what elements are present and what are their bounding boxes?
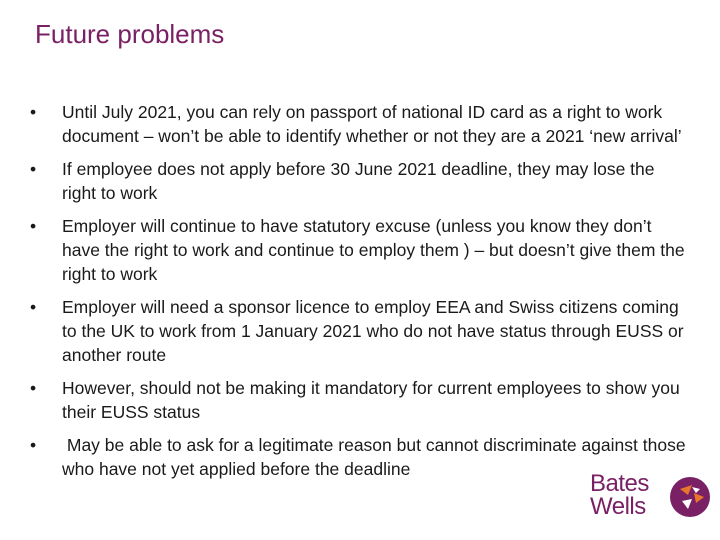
slide-title: Future problems [35,19,225,49]
bullet-marker: • [30,102,37,122]
bullet-marker: • [30,435,37,455]
bullet-text: Until July 2021, you can rely on passport of national ID card as a right to work document – won’t be able to identify whether or not they are a 2021 ‘new arrival’ [62,102,682,146]
bates-wells-mark-icon [668,475,712,519]
bullet-text: May be able to ask for a legitimate reason but cannot discriminate against those who have not yet applied before the deadline [62,435,691,479]
bullet-item [30,214,690,286]
logo-wordmark [590,472,649,518]
bullet-text: Employer will continue to have statutory excuse (unless you know they don’t have the right to work and continue to employ them ) – but doesn’t give them the right to work [62,216,685,284]
logo-line-wells: Wells [590,493,646,520]
bullet-marker: • [30,159,37,179]
bullet-item [30,100,690,148]
bullet-text: However, should not be making it mandatory for current employees to show you their EUSS status [62,378,680,422]
bullet-item [30,376,690,424]
bullet-marker: • [30,378,37,398]
bullet-marker: • [30,297,37,317]
bullet-marker: • [30,216,37,236]
bates-wells-logo [590,472,716,522]
bullet-text: If employee does not apply before 30 June 2021 deadline, they may lose the right to work [62,159,655,203]
bullet-list [30,100,690,490]
logo-line-bates: Bates [590,470,649,497]
bullet-item [30,157,690,205]
bullet-text: Employer will need a sponsor licence to employ EEA and Swiss citizens coming to the UK to work from 1 January 2021 who do not have status through EUSS or another route [62,297,684,365]
bullet-item [30,295,690,367]
